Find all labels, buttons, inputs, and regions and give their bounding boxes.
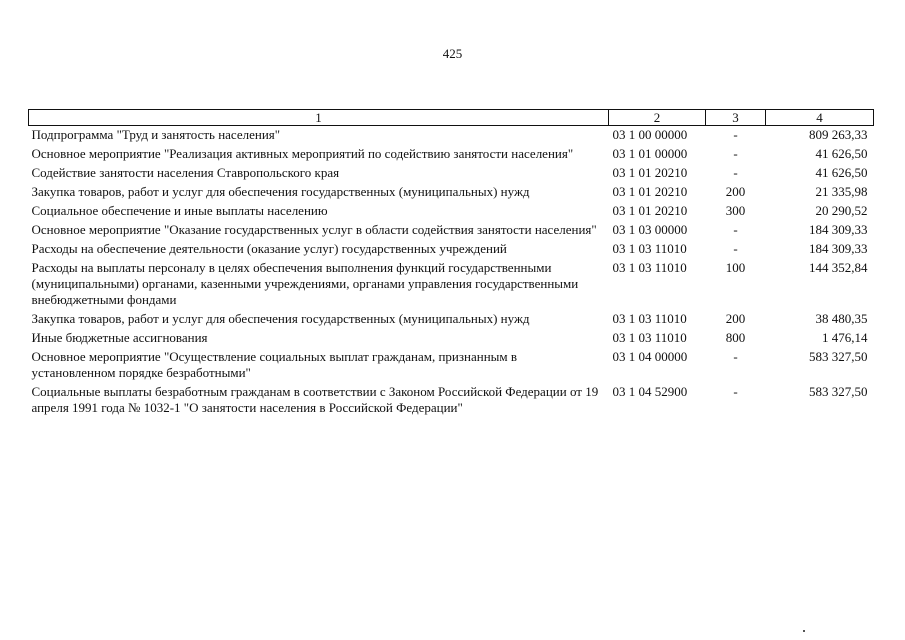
row-code: 03 1 03 11010 xyxy=(612,241,687,256)
scan-speck xyxy=(803,630,805,632)
row-amount: 583 327,50 xyxy=(809,349,868,364)
row-code: 03 1 03 11010 xyxy=(612,330,687,345)
row-amount: 184 309,33 xyxy=(809,222,868,237)
row-code: 03 1 01 20210 xyxy=(612,165,688,180)
row-expense-type: 200 xyxy=(725,184,746,199)
column-header-4: 4 xyxy=(766,110,874,126)
row-expense-type: - xyxy=(733,349,738,364)
row-code: 03 1 01 20210 xyxy=(612,203,688,218)
table-row xyxy=(29,259,874,310)
page-number: 425 xyxy=(442,46,463,61)
table-row xyxy=(29,240,874,259)
row-code: 03 1 01 20210 xyxy=(612,184,688,199)
row-expense-type: - xyxy=(733,146,738,161)
row-name: Социальное обеспечение и иные выплаты населению xyxy=(31,203,328,218)
row-code: 03 1 04 52900 xyxy=(612,384,688,399)
row-name: Закупка товаров, работ и услуг для обеспечения государственных (муниципальных) нужд xyxy=(31,184,530,199)
column-header-3: 3 xyxy=(706,110,766,126)
row-expense-type: - xyxy=(733,222,738,237)
row-name: Основное мероприятие "Осуществление социальных выплат гражданам, признанным в установленном порядке безработными" xyxy=(31,349,518,380)
row-code: 03 1 00 00000 xyxy=(612,127,688,142)
budget-table xyxy=(28,109,874,418)
row-amount: 38 480,35 xyxy=(815,311,868,326)
row-name: Социальные выплаты безработным гражданам в соответствии с Законом Российской Федерации от 19 апреля 1991 года № 1032-1 "О занятости населения в Российской Федерации" xyxy=(31,384,599,415)
row-amount: 144 352,84 xyxy=(809,260,868,275)
table-header-row xyxy=(29,110,874,126)
row-expense-type: - xyxy=(733,165,738,180)
row-amount: 21 335,98 xyxy=(815,184,868,199)
row-expense-type: - xyxy=(733,384,738,399)
row-name: Основное мероприятие "Оказание государственных услуг в области содействия занятости населения" xyxy=(31,222,597,237)
row-name: Расходы на выплаты персоналу в целях обеспечения выполнения функций государственными (муниципальными) органами, казенными учреждениями, органами управления государственными внебюджетными фондами xyxy=(31,260,579,307)
column-header-1: 1 xyxy=(29,110,609,126)
table-row xyxy=(29,183,874,202)
table-row xyxy=(29,348,874,383)
row-code: 03 1 01 00000 xyxy=(612,146,688,161)
row-name: Закупка товаров, работ и услуг для обеспечения государственных (муниципальных) нужд xyxy=(31,311,530,326)
row-expense-type: 200 xyxy=(725,311,746,326)
table-row xyxy=(29,126,874,146)
row-code: 03 1 03 11010 xyxy=(612,260,687,275)
table-row xyxy=(29,221,874,240)
row-amount: 184 309,33 xyxy=(809,241,868,256)
row-amount: 809 263,33 xyxy=(809,127,868,142)
table-row xyxy=(29,310,874,329)
table-row xyxy=(29,164,874,183)
table-row xyxy=(29,145,874,164)
row-amount: 41 626,50 xyxy=(815,146,868,161)
row-code: 03 1 04 00000 xyxy=(612,349,688,364)
row-code: 03 1 03 00000 xyxy=(612,222,688,237)
row-name: Подпрограмма "Труд и занятость населения" xyxy=(31,127,281,142)
row-name: Иные бюджетные ассигнования xyxy=(31,330,208,345)
column-header-2: 2 xyxy=(609,110,706,126)
row-name: Содействие занятости населения Ставропольского края xyxy=(31,165,340,180)
row-expense-type: - xyxy=(733,127,738,142)
row-name: Основное мероприятие "Реализация активных мероприятий по содействию занятости населения" xyxy=(31,146,574,161)
table-row xyxy=(29,202,874,221)
row-amount: 20 290,52 xyxy=(815,203,868,218)
table-row xyxy=(29,383,874,418)
table-row xyxy=(29,329,874,348)
row-expense-type: 100 xyxy=(725,260,746,275)
row-expense-type: - xyxy=(733,241,738,256)
row-expense-type: 800 xyxy=(725,330,746,345)
row-expense-type: 300 xyxy=(725,203,746,218)
row-amount: 583 327,50 xyxy=(809,384,868,399)
row-code: 03 1 03 11010 xyxy=(612,311,687,326)
row-amount: 41 626,50 xyxy=(815,165,868,180)
row-name: Расходы на обеспечение деятельности (оказание услуг) государственных учреждений xyxy=(31,241,507,256)
row-amount: 1 476,14 xyxy=(822,330,868,345)
